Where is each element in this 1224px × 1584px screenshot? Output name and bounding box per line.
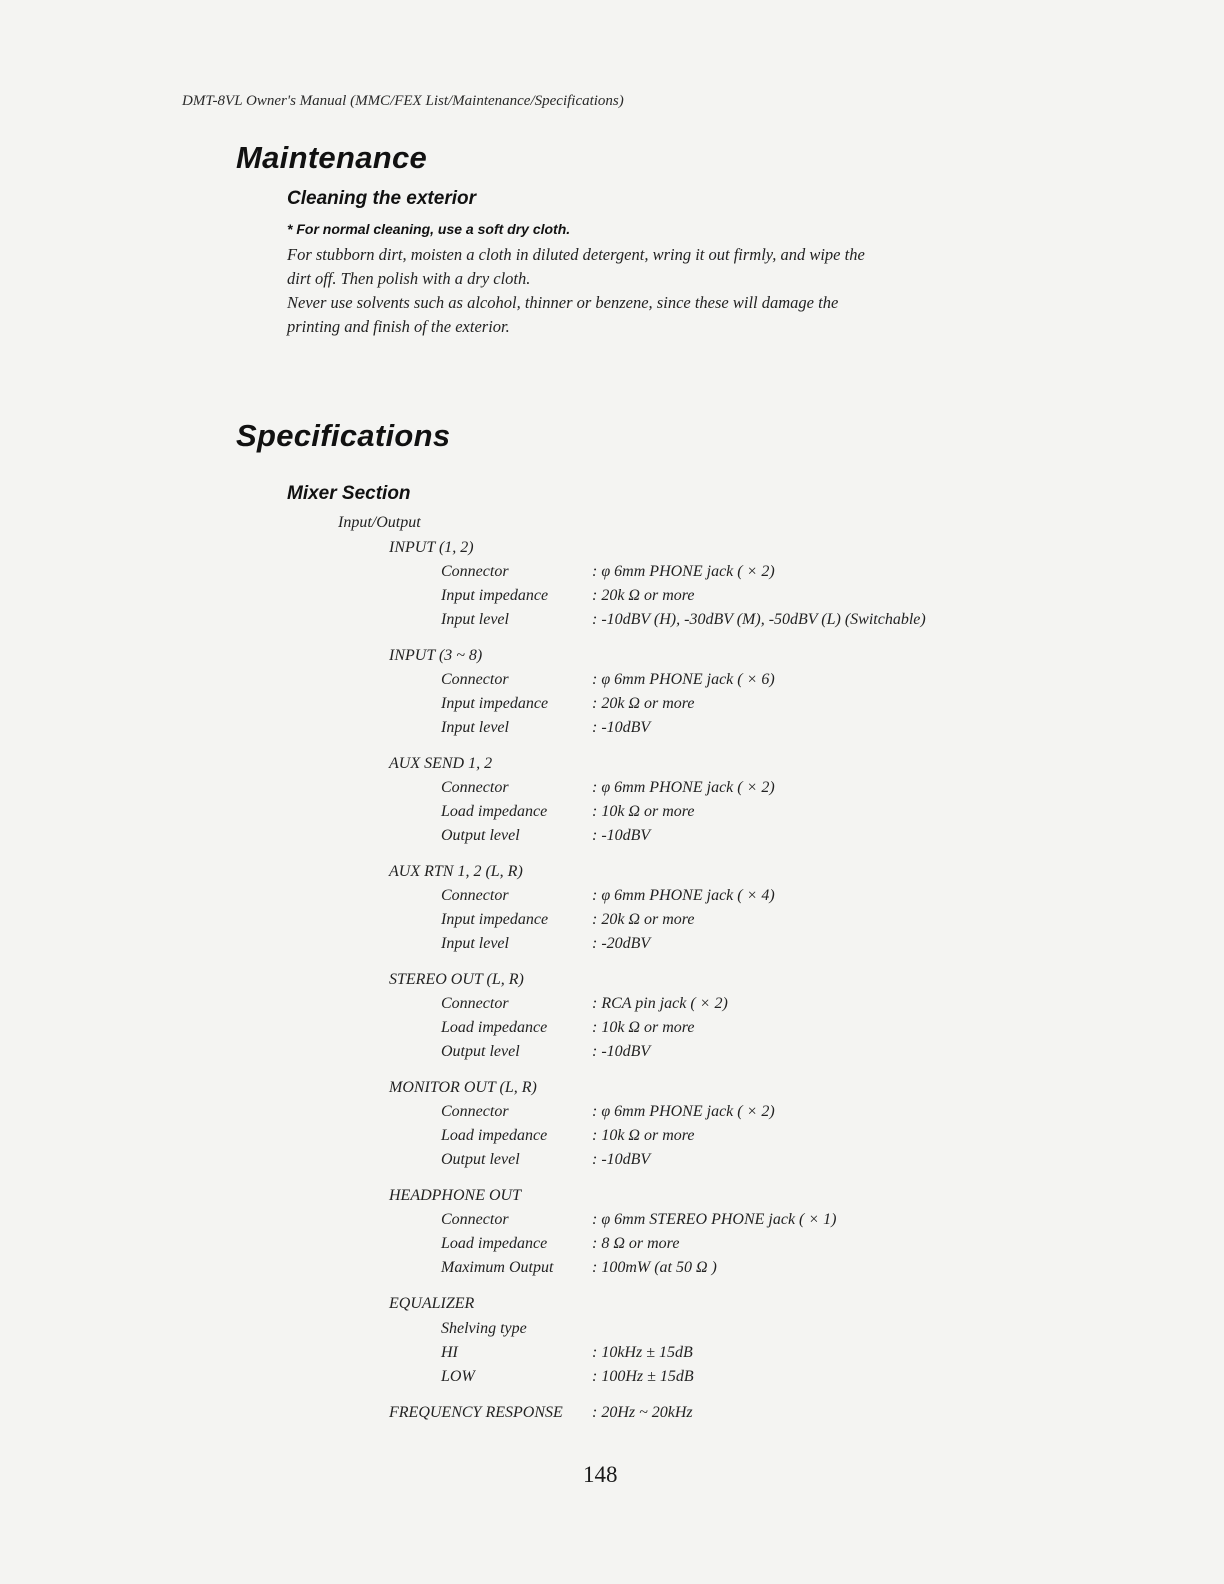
monitor-out-level-label: Output level (441, 1151, 520, 1168)
cleaning-line-2: dirt off. Then polish with a dry cloth. (287, 269, 531, 288)
equalizer-type-label: Shelving type (441, 1320, 527, 1337)
monitor-out-level-value: : -10dBV (592, 1151, 651, 1168)
aux-send-heading: AUX SEND 1, 2 (389, 755, 493, 772)
monitor-out-connector-label: Connector (441, 1103, 509, 1120)
stereo-out-connector-value: : RCA pin jack ( × 2) (592, 995, 728, 1012)
input-3-8-impedance-label: Input impedance (441, 695, 549, 712)
cleaning-line-3: Never use solvents such as alcohol, thinner or benzene, since these will damage the (287, 293, 839, 312)
page-number: 148 (583, 1462, 618, 1487)
aux-rtn-connector-value: : φ 6mm PHONE jack ( × 4) (592, 887, 775, 904)
headphone-out-max-output-label: Maximum Output (441, 1259, 554, 1276)
headphone-out-impedance-value: : 8 Ω or more (592, 1235, 680, 1252)
headphone-out-heading: HEADPHONE OUT (389, 1187, 521, 1204)
aux-send-connector-label: Connector (441, 779, 509, 796)
stereo-out-level-label: Output level (441, 1043, 520, 1060)
stereo-out-heading: STEREO OUT (L, R) (389, 971, 524, 988)
aux-rtn-impedance-value: : 20k Ω or more (592, 911, 695, 928)
cleaning-note: * For normal cleaning, use a soft dry cloth. (287, 221, 571, 237)
aux-rtn-level-value: : -20dBV (592, 935, 651, 952)
equalizer-hi-value: : 10kHz ± 15dB (592, 1344, 693, 1361)
stereo-out-impedance-label: Load impedance (441, 1019, 548, 1036)
input-3-8-level-value: : -10dBV (592, 719, 651, 736)
input-1-2-level-label: Input level (441, 611, 509, 628)
equalizer-low-label: LOW (441, 1368, 475, 1385)
headphone-out-impedance-label: Load impedance (441, 1235, 548, 1252)
input-1-2-heading: INPUT (1, 2) (389, 539, 474, 556)
aux-send-connector-value: : φ 6mm PHONE jack ( × 2) (592, 779, 775, 796)
input-1-2-impedance-label: Input impedance (441, 587, 549, 604)
stereo-out-impedance-value: : 10k Ω or more (592, 1019, 695, 1036)
aux-rtn-heading: AUX RTN 1, 2 (L, R) (389, 863, 523, 880)
monitor-out-connector-value: : φ 6mm PHONE jack ( × 2) (592, 1103, 775, 1120)
input-1-2-impedance-value: : 20k Ω or more (592, 587, 695, 604)
cleaning-line-1: For stubborn dirt, moisten a cloth in diluted detergent, wring it out firmly, and wipe the (287, 245, 865, 264)
headphone-out-connector-value: : φ 6mm STEREO PHONE jack ( × 1) (592, 1211, 837, 1228)
input-3-8-connector-label: Connector (441, 671, 509, 688)
input-3-8-connector-value: : φ 6mm PHONE jack ( × 6) (592, 671, 775, 688)
frequency-response-label: FREQUENCY RESPONSE (389, 1404, 563, 1421)
aux-rtn-connector-label: Connector (441, 887, 509, 904)
input-3-8-impedance-value: : 20k Ω or more (592, 695, 695, 712)
frequency-response-value: : 20Hz ~ 20kHz (592, 1404, 693, 1421)
equalizer-heading: EQUALIZER (389, 1295, 475, 1312)
aux-send-level-value: : -10dBV (592, 827, 651, 844)
monitor-out-impedance-label: Load impedance (441, 1127, 548, 1144)
headphone-out-connector-label: Connector (441, 1211, 509, 1228)
headphone-out-max-output-value: : 100mW (at 50 Ω ) (592, 1259, 717, 1276)
aux-send-level-label: Output level (441, 827, 520, 844)
equalizer-low-value: : 100Hz ± 15dB (592, 1368, 694, 1385)
input-3-8-level-label: Input level (441, 719, 509, 736)
input-1-2-connector-label: Connector (441, 563, 509, 580)
monitor-out-impedance-value: : 10k Ω or more (592, 1127, 695, 1144)
input-output-heading: Input/Output (338, 514, 421, 531)
stereo-out-level-value: : -10dBV (592, 1043, 651, 1060)
stereo-out-connector-label: Connector (441, 995, 509, 1012)
aux-send-impedance-value: : 10k Ω or more (592, 803, 695, 820)
input-1-2-level-value: : -10dBV (H), -30dBV (M), -50dBV (L) (Switchable) (592, 611, 926, 628)
specifications-title: Specifications (236, 418, 451, 453)
cleaning-line-4: printing and finish of the exterior. (287, 317, 510, 336)
aux-send-impedance-label: Load impedance (441, 803, 548, 820)
mixer-section-title: Mixer Section (287, 483, 411, 504)
aux-rtn-level-label: Input level (441, 935, 509, 952)
input-1-2-connector-value: : φ 6mm PHONE jack ( × 2) (592, 563, 775, 580)
input-3-8-heading: INPUT (3 ~ 8) (389, 647, 483, 664)
equalizer-hi-label: HI (441, 1344, 458, 1361)
cleaning-subtitle: Cleaning the exterior (287, 188, 476, 209)
maintenance-title: Maintenance (236, 140, 428, 175)
monitor-out-heading: MONITOR OUT (L, R) (389, 1079, 537, 1096)
running-header: DMT-8VL Owner's Manual (MMC/FEX List/Maintenance/Specifications) (182, 93, 624, 109)
aux-rtn-impedance-label: Input impedance (441, 911, 549, 928)
